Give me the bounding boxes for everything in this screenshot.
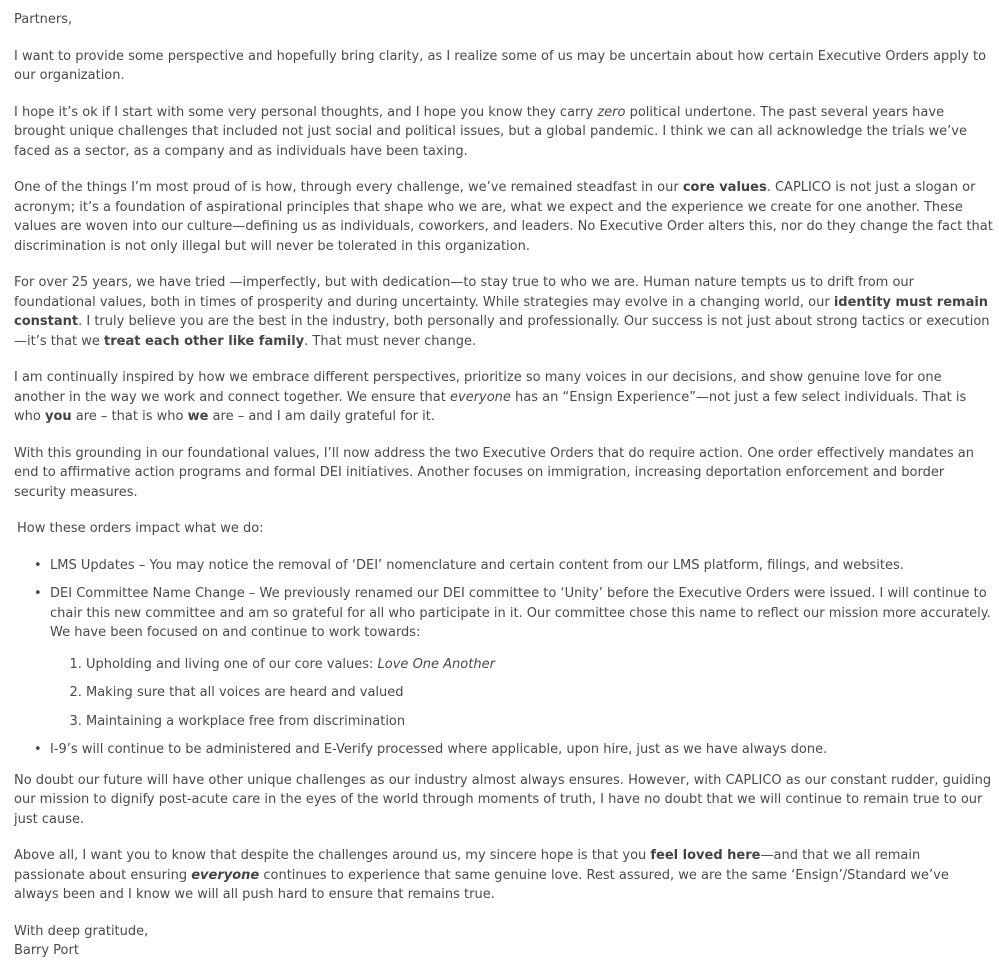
text-run: I am continually inspired by how we embrace different perspectives, prioritize so many voices in our decisions, and show genuine love for one another in the way we work and connect together. We ensure that	[14, 370, 942, 405]
text-run: One of the things I’m most proud of is how, through every challenge, we’ve remained steadfast in our	[14, 180, 683, 195]
list-item-goal-2: 2. Making sure that all voices are heard and valued	[86, 683, 993, 703]
salutation: Partners,	[14, 12, 73, 27]
text-run: . That must never change.	[304, 333, 477, 349]
emphasis-everyone: everyone	[450, 389, 511, 405]
list-item-i9: • I-9’s will continue to be administered and E-Verify processed where applicable, upon hire, just as we have always done.	[50, 740, 993, 760]
emphasis-everyone-2: everyone	[191, 867, 260, 883]
list-item-committee-name	[50, 584, 993, 731]
text-run: —and that we all remain passionate about ensuring	[14, 848, 921, 883]
strong-core-values: core values	[682, 180, 767, 195]
paragraph-core-values	[14, 178, 993, 256]
paragraph-executive-orders: With this grounding in our foundational values, I’ll now address the two Executive Orders that do require action. One order effectively mandates an end to affirmative action programs and formal DEI initiatives. Another focuses on immigration, increasing deportation enforcement and border security measures.	[14, 445, 974, 500]
text-run: . CAPLICO is not just a slogan or acronym; it’s a foundation of aspirational principles that shape who we are, what we expect and the experience we create for one another. These values are woven into our culture—defining us as individuals, coworkers, and leaders. No Executive Order alters this, nor do they change the fact that discrimination is not only illegal but will never be tolerated in this organization.	[14, 180, 993, 254]
paragraph-impact-heading: How these orders impact what we do:	[17, 521, 264, 536]
committee-goals-list	[50, 655, 993, 732]
paragraph-intro: I want to provide some perspective and hopefully bring clarity, as I realize some of us may be uncertain about how certain Executive Orders apply to our organization.	[14, 48, 987, 83]
text-run: Above all, I want you to know that despite the challenges around us, my sincere hope is that you	[14, 848, 651, 863]
text-run: Upholding and living one of our core values:	[86, 656, 378, 672]
strong-we: we	[187, 409, 209, 424]
emphasis-love-one-another: Love One Another	[377, 656, 495, 672]
list-item-goal-1	[86, 655, 993, 675]
paragraph-future: No doubt our future will have other unique challenges as our industry almost always ensures. However, with CAPLICO as our constant rudder, guiding our mission to dignify post-acute care in the eyes of the world through moments of truth, I have no doubt that we will continue to remain true to our just cause.	[14, 772, 992, 827]
signature: Barry Port	[14, 943, 79, 958]
strong-family: treat each other like family	[104, 333, 305, 349]
text-run: DEI Committee Name Change – We previously renamed our DEI committee to ‘Unity’ before the Executive Orders were issued. I will continue to chair this new committee and am so grateful for all who participate in it. Our committee chose this name to reflect our mission more accurately. We have been focused on and continue to work towards:	[50, 586, 991, 640]
text-run: I hope it’s ok if I start with some very personal thoughts, and I hope you know they carry	[14, 104, 598, 120]
text-run: . I truly believe you are the best in the industry, both personally and professionally. Our success is not just about strong tactics or execution—it’s that we	[14, 314, 990, 349]
strong-identity: identity must remain constant	[14, 294, 989, 329]
text-run: are – and I am daily grateful for it.	[208, 409, 435, 424]
list-item-goal-3: 3. Maintaining a workplace free from discrimination	[86, 712, 993, 732]
text-run: continues to experience that same genuine love. Rest assured, we are the same ‘Ensign’/Standard we’ve always been and I know we will all push hard to ensure that remains true.	[14, 867, 949, 902]
text-run: are – that is who	[71, 409, 188, 424]
paragraph-personal-thoughts	[14, 103, 993, 162]
text-run: political undertone. The past several years have brought unique challenges that included not just social and political issues, but a global pandemic. I think we can all acknowledge the trials we’ve faced as a sector, as a company and as individuals have been taxing.	[14, 104, 967, 159]
closing: With deep gratitude,	[14, 923, 149, 939]
strong-feel-loved: feel loved here	[650, 848, 761, 863]
paragraph-25-years	[14, 273, 993, 351]
emphasis-zero: zero	[597, 104, 626, 120]
strong-everyone	[191, 868, 259, 883]
impact-list	[14, 556, 993, 760]
text-run: has an “Ensign Experience”—not just a few select individuals. That is who	[14, 389, 967, 424]
text-run: For over 25 years, we have tried —imperfectly, but with dedication—to stay true to who we are. Human nature tempts us to drift from our foundational values, both in times of prosperity and during uncertainty. While strategies may evolve in a changing world, our	[14, 275, 914, 310]
strong-you: you	[44, 409, 72, 424]
paragraph-above-all	[14, 846, 993, 905]
list-item-lms-updates: • LMS Updates – You may notice the removal of ‘DEI’ nomenclature and certain content from our LMS platform, filings, and websites.	[50, 556, 993, 576]
paragraph-inspired	[14, 368, 993, 427]
